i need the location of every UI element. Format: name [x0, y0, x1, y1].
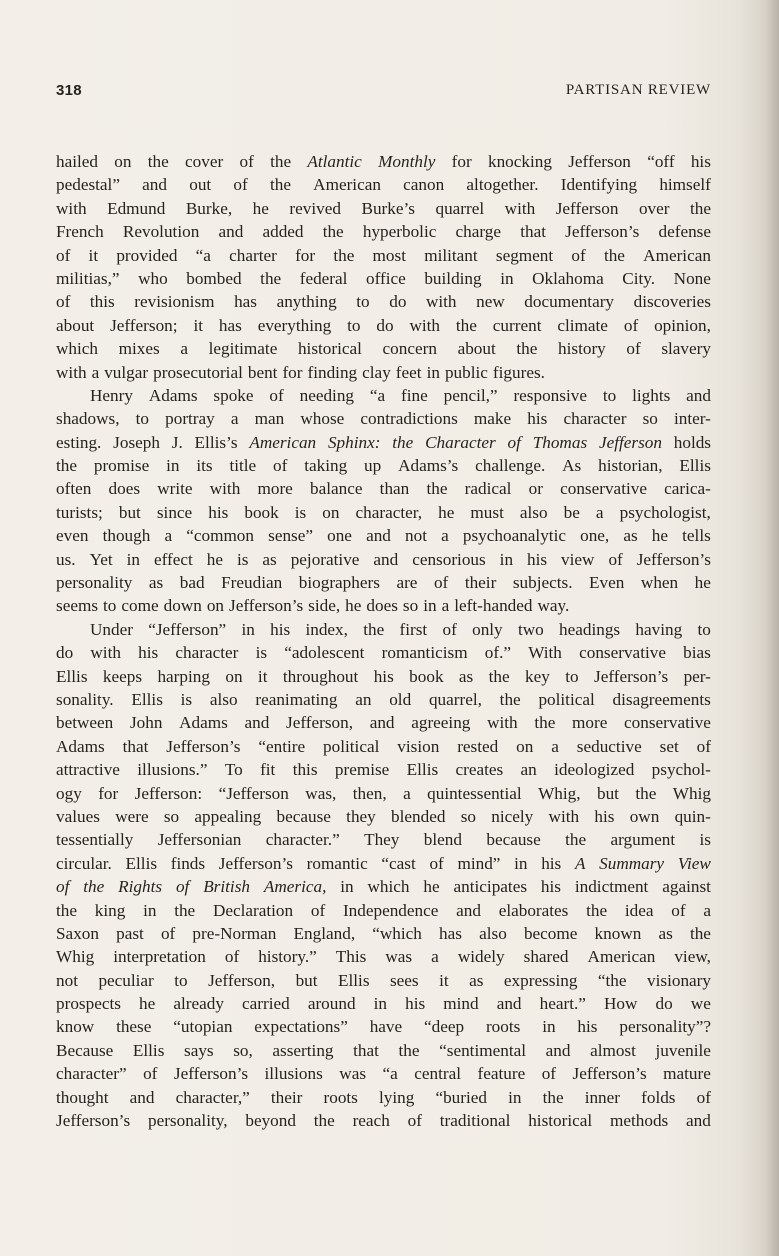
text-line: prospects he already carried around in his mind and heart.” How do we: [56, 994, 711, 1014]
text-line: Adams that Jefferson’s “entire political vision rested on a seductive set of: [56, 736, 711, 756]
text-line: Ellis keeps harping on it throughout his book as the key to Jefferson’s per-: [56, 666, 711, 686]
body-text: [56, 150, 711, 1132]
text-line: between John Adams and Jefferson, and agreeing with the more conservative: [56, 713, 711, 733]
text-line: hailed on the cover of the Atlantic Monthly for knocking Jefferson “off his: [56, 152, 711, 171]
text-line: seems to come down on Jefferson’s side, he does so in a left-handed way.: [56, 596, 570, 616]
text-line: even though a “common sense” one and not a psychoanalytic one, as he tells: [56, 526, 711, 546]
page-edge-shadow: [765, 0, 779, 1256]
text-line: circular. Ellis finds Jefferson’s romantic “cast of mind” in his A Summary View: [56, 853, 711, 873]
text-line: values were so appealing because they blended so nicely with his own quin-: [56, 806, 711, 826]
text-line: shadows, to portray a man whose contradictions make his character so inter-: [56, 409, 711, 429]
text-line: of this revisionism has anything to do with new documentary discoveries: [56, 292, 711, 312]
text-line: of it provided “a charter for the most militant segment of the American: [56, 245, 711, 265]
text-line: do with his character is “adolescent romanticism of.” With conservative bias: [56, 643, 711, 663]
text-line: know these “utopian expectations” have “deep roots in his personality”?: [56, 1017, 711, 1037]
text-line: us. Yet in effect he is as pejorative and censorious in his view of Jefferson’s: [56, 549, 711, 569]
journal-title: PARTISAN REVIEW: [565, 82, 711, 98]
text-line: Under “Jefferson” in his index, the first of only two headings having to: [90, 619, 711, 639]
text-line: Saxon past of pre-Norman England, “which has also become known as the: [56, 923, 711, 943]
text-line: tessentially Jeffersonian character.” They blend because the argument is: [56, 830, 711, 850]
text-line: about Jefferson; it has everything to do with the current climate of opinion,: [56, 315, 711, 335]
text-line: which mixes a legitimate historical concern about the history of slavery: [56, 339, 711, 359]
running-head: [56, 82, 711, 104]
text-line: not peculiar to Jefferson, but Ellis sees it as expressing “the visionary: [56, 970, 711, 990]
text-line: French Revolution and added the hyperbolic charge that Jefferson’s defense: [56, 222, 711, 242]
text-line: personality as bad Freudian biographers are of their subjects. Even when he: [56, 573, 711, 593]
text-line: the promise in its title of taking up Adams’s challenge. As historian, Ellis: [56, 456, 711, 476]
text-line: the king in the Declaration of Independence and elaborates the idea of a: [56, 900, 711, 920]
page-number: 318: [56, 82, 82, 99]
text-line: ogy for Jefferson: “Jefferson was, then, a quintessential Whig, but the Whig: [56, 783, 711, 803]
text-line: esting. Joseph J. Ellis’s American Sphinx: the Character of Thomas Jefferson holds: [56, 432, 711, 452]
text-line: thought and character,” their roots lying “buried in the inner folds of: [56, 1087, 711, 1107]
text-line: Henry Adams spoke of needing “a fine pencil,” responsive to lights and: [90, 385, 711, 405]
text-line: sonality. Ellis is also reanimating an old quarrel, the political disagreements: [56, 689, 711, 709]
text-line: often does write with more balance than the radical or conservative carica-: [56, 479, 711, 499]
text-line: turists; but since his book is on character, he must also be a psychologist,: [56, 502, 711, 522]
text-line: Jefferson’s personality, beyond the reach of traditional historical methods and: [56, 1111, 711, 1131]
text-line: character” of Jefferson’s illusions was “a central feature of Jefferson’s mature: [56, 1064, 711, 1084]
text-line: attractive illusions.” To fit this premise Ellis creates an ideologized psychol-: [56, 760, 711, 780]
text-line: of the Rights of British America, in which he anticipates his indictment against: [56, 877, 711, 897]
text-line: Whig interpretation of history.” This was a widely shared American view,: [56, 947, 711, 967]
text-line: Because Ellis says so, asserting that the “sentimental and almost juvenile: [56, 1040, 711, 1060]
text-line: with Edmund Burke, he revived Burke’s quarrel with Jefferson over the: [56, 198, 711, 218]
text-line: militias,” who bombed the federal office building in Oklahoma City. None: [56, 268, 711, 288]
text-line: with a vulgar prosecutorial bent for finding clay feet in public figures.: [56, 362, 545, 382]
text-line: pedestal” and out of the American canon altogether. Identifying himself: [56, 175, 711, 195]
